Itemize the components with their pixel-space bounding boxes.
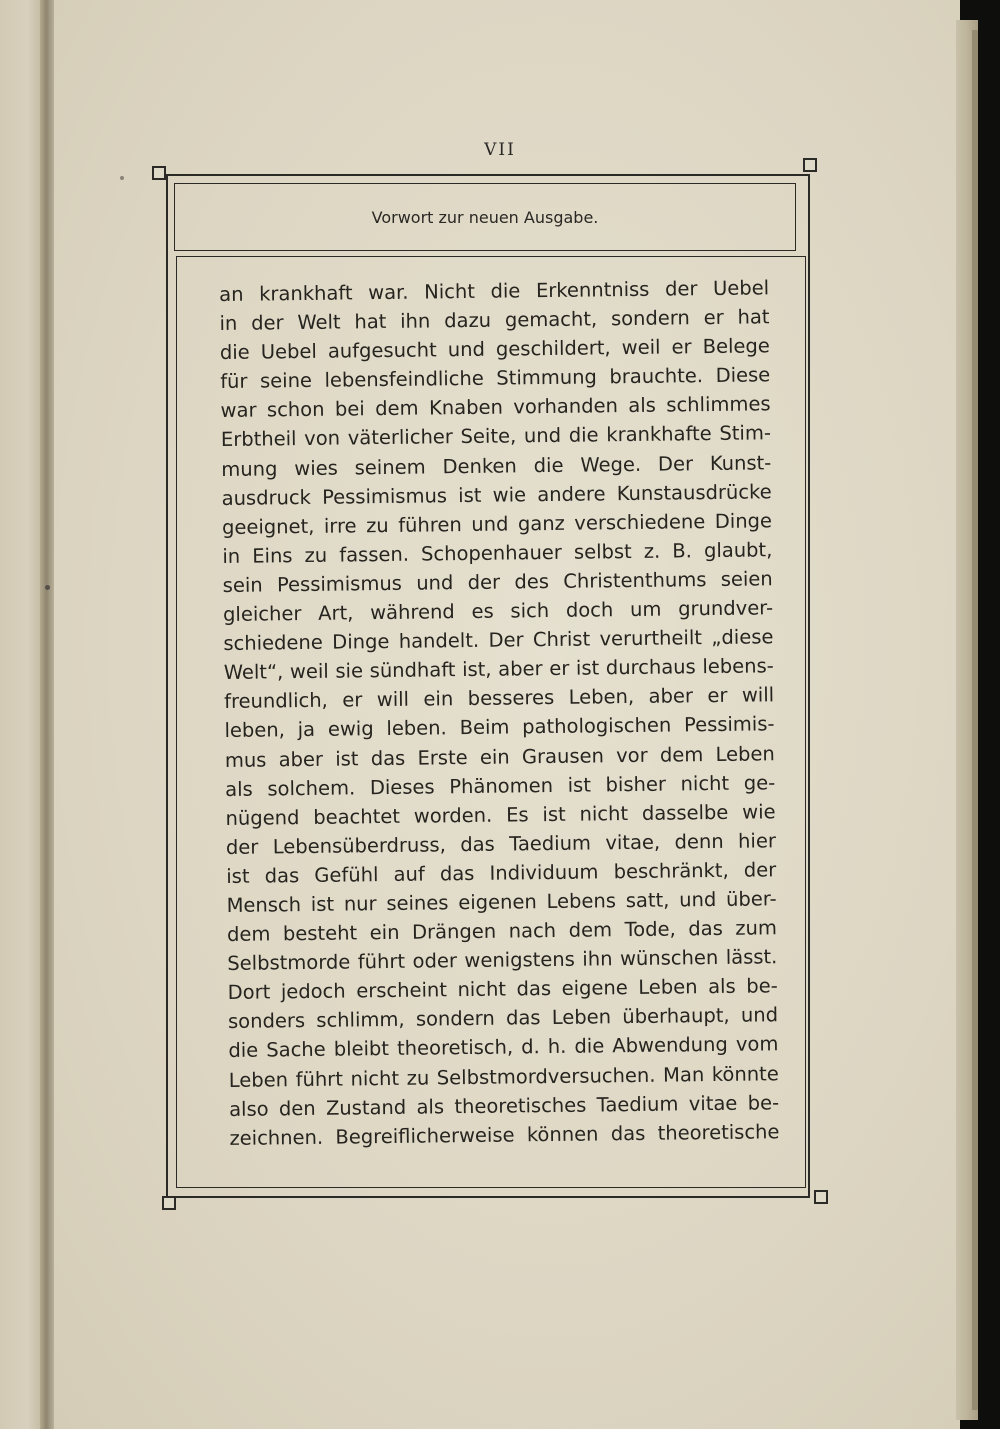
text-line: sein Pessimismus und der des Christenthums seien — [222, 567, 773, 597]
text-line: freundlich, er will ein besseres Leben, aber er will — [224, 683, 775, 714]
text-line: sonders schlimm, sondern das Leben überhaupt, und — [227, 1003, 779, 1034]
frame-corner-bottom-left — [162, 1196, 176, 1210]
text-line: als solchem. Dieses Phänomen ist bisher nicht ge- — [225, 770, 776, 801]
text-line: Erbtheil von väterlicher Seite, und die krankhafte Stim- — [220, 421, 772, 452]
text-line: schiedene Dinge handelt. Der Christ verurtheilt „diese — [223, 625, 774, 656]
ink-speck — [45, 585, 50, 590]
text-line: leben, ja ewig leben. Beim pathologischen Pessimis- — [224, 712, 775, 743]
text-line: mung wies seinem Denken die Wege. Der Kunst- — [221, 450, 772, 481]
text-line: dem besteht ein Drängen nach dem Tode, das zum — [226, 916, 778, 947]
text-line: Selbstmorde führt oder wenigstens ihn wünschen lässt. — [227, 945, 778, 976]
text-line: der Lebensüberdruss, das Taedium vitae, denn hier — [225, 829, 777, 859]
text-line: für seine lebensfeindliche Stimmung brauchte. Diese — [220, 363, 771, 394]
text-line: an krankhaft war. Nicht die Erkenntniss der Uebel — [219, 276, 770, 306]
ink-speck — [120, 176, 124, 180]
text-line: ausdruck Pessimismus ist wie andere Kunstausdrücke — [221, 479, 772, 510]
text-line: war schon bei dem Knaben vorhanden als schlimmes — [220, 392, 771, 423]
text-line: Dort jedoch erscheint nicht das eigene Leben als be- — [227, 974, 778, 1005]
text-line: Welt“, weil sie sündhaft ist, aber er ist durchaus lebens- — [223, 654, 774, 685]
text-line: zeichnen. Begreiflicherweise können das theoretische — [229, 1119, 780, 1150]
text-line: gleicher Art, während es sich doch um grundver- — [222, 596, 774, 627]
frame-corner-bottom-right — [814, 1190, 828, 1204]
page-number: VII — [484, 140, 516, 160]
running-header: Vorwort zur neuen Ausgabe. — [371, 208, 599, 227]
text-line: die Sache bleibt theoretisch, d. h. die Abwendung vom — [228, 1032, 779, 1063]
text-line: die Uebel aufgesucht und geschildert, weil er Belege — [219, 334, 770, 365]
text-line: in der Welt hat ihn dazu gemacht, sondern er hat — [219, 305, 770, 336]
frame-corner-top-left — [152, 166, 166, 180]
body-text — [219, 273, 780, 1152]
text-line: nügend beachtet worden. Es ist nicht dasselbe wie — [225, 799, 776, 830]
text-line: mus aber ist das Erste ein Grausen vor dem Leben — [224, 741, 775, 772]
text-line: ist das Gefühl auf das Individuum beschränkt, der — [226, 858, 777, 888]
text-line: geeignet, irre zu führen und ganz verschiedene Dinge — [221, 509, 773, 539]
page-stack-shadow — [972, 30, 978, 1410]
book-gutter — [40, 0, 54, 1429]
text-line: also den Zustand als theoretisches Taedium vitae be- — [228, 1090, 780, 1121]
frame-corner-top-right — [803, 158, 817, 172]
text-line: Mensch ist nur seines eigenen Lebens satt, und über- — [226, 887, 777, 917]
text-line: Leben führt nicht zu Selbstmordversuchen. Man könnte — [228, 1061, 779, 1092]
text-line: in Eins zu fassen. Schopenhauer selbst z. B. glaubt, — [222, 538, 773, 568]
